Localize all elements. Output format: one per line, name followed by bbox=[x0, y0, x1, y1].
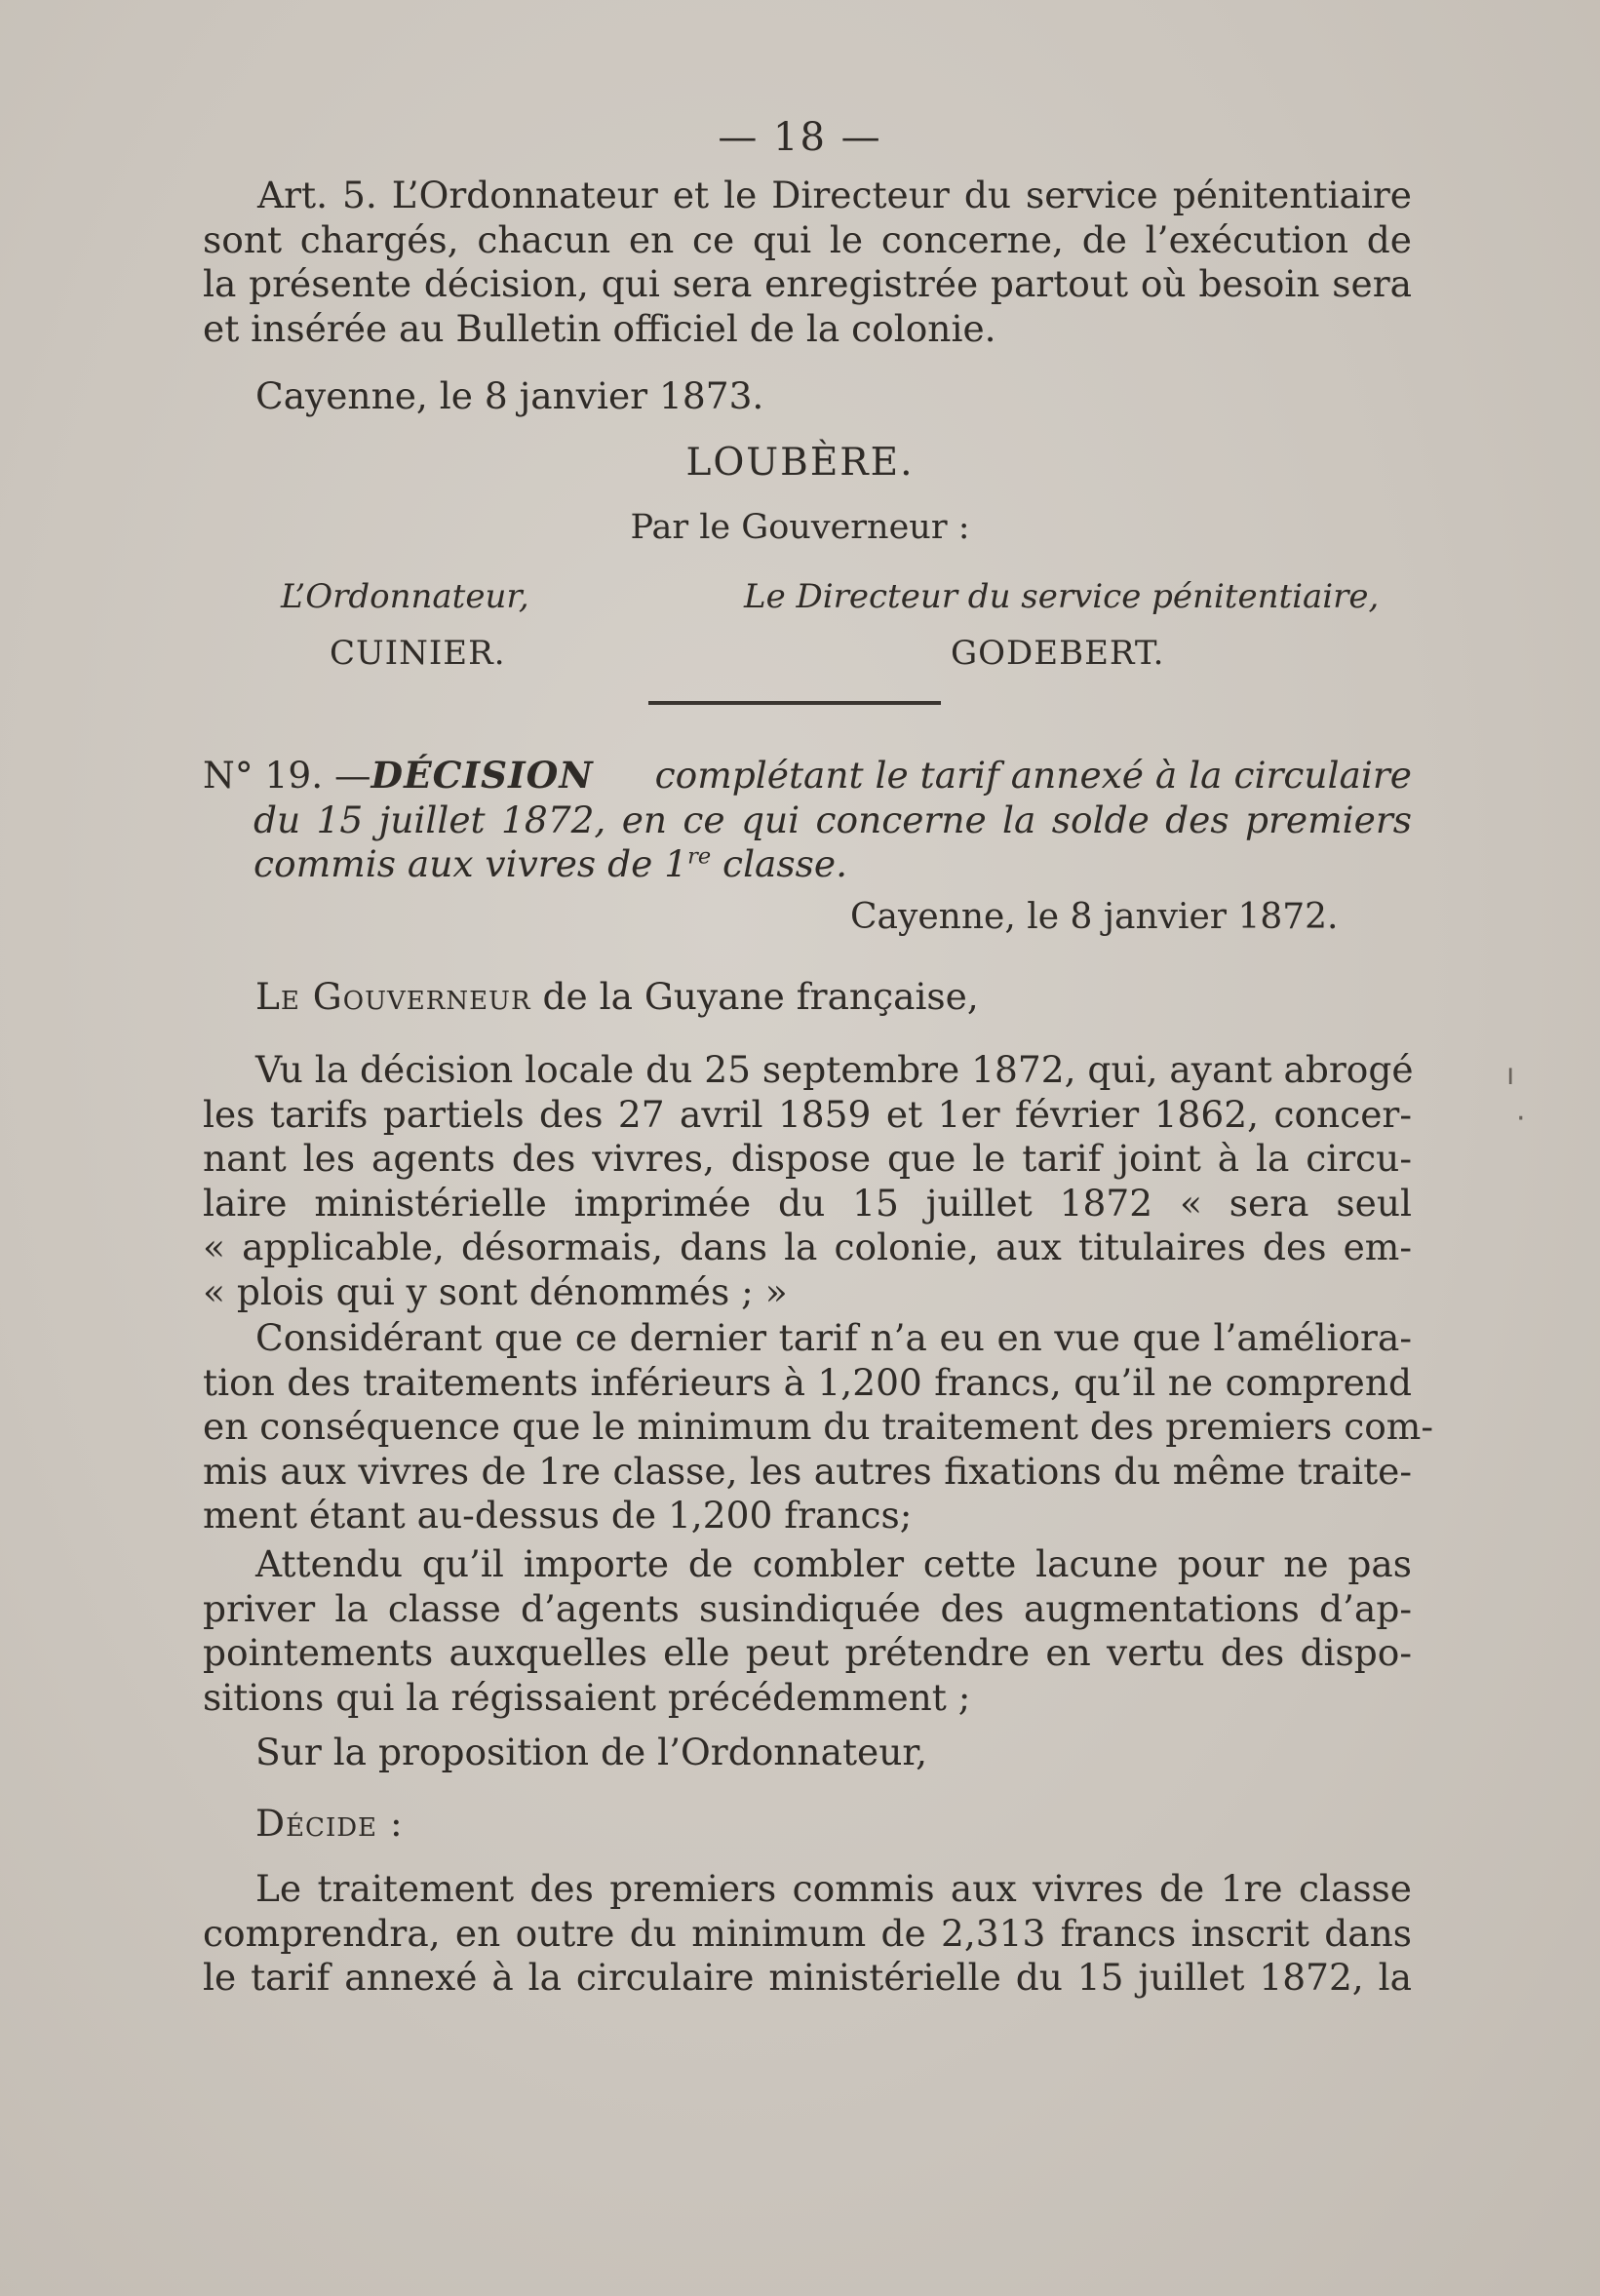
article-5 bbox=[203, 174, 1412, 351]
text-line: mis aux vivres de 1re classe, les autres fixations du même traite- bbox=[203, 1449, 1412, 1493]
decision-title-part: commis aux vivres de 1 bbox=[254, 842, 688, 885]
decision-title-line bbox=[203, 842, 1412, 887]
signature-left-title: L’Ordonnateur, bbox=[281, 577, 529, 616]
decision-title-rest: complétant le tarif annexé à la circulaire bbox=[654, 754, 1412, 797]
text-line: sitions qui la régissaient précédemment ; bbox=[203, 1675, 971, 1719]
signature-left-name: CUINIER. bbox=[330, 634, 506, 673]
decide-label: Décide : bbox=[255, 1802, 404, 1845]
par-le-gouverneur: Par le Gouverneur : bbox=[630, 508, 970, 547]
text-line: et insérée au Bulletin officiel de la colonie. bbox=[203, 306, 996, 350]
text-line: Le traitement des premiers commis aux vivres de 1re classe bbox=[255, 1867, 1412, 1910]
text-line: pointements auxquelles elle peut prétendre en vertu des dispo- bbox=[203, 1631, 1412, 1674]
decision-title-part: classe. bbox=[711, 842, 848, 885]
text-line: la présente décision, qui sera enregistrée partout où besoin sera bbox=[203, 262, 1412, 305]
final-paragraph bbox=[203, 1867, 1412, 2001]
superscript: re bbox=[687, 843, 712, 870]
text-line: laire ministérielle imprimée du 15 juillet 1872 « sera seul bbox=[203, 1181, 1412, 1225]
decision-title-line: du 15 juillet 1872, en ce qui concerne la solde des premiers bbox=[254, 798, 1412, 841]
attendu-text bbox=[203, 1542, 1412, 1720]
text-line: tion des traitements inférieurs à 1,200 francs, qu’il ne comprend bbox=[203, 1360, 1412, 1404]
decision-title-word: DÉCISION bbox=[371, 754, 594, 797]
vu-paragraph bbox=[203, 1048, 1412, 1314]
attendu-paragraph bbox=[203, 1542, 1412, 1720]
dateline: Cayenne, le 8 janvier 1873. bbox=[255, 374, 764, 417]
signatory-name: LOUBÈRE. bbox=[685, 441, 915, 485]
text-line: « plois qui y sont dénommés ; » bbox=[203, 1269, 788, 1313]
text-line: nant les agents des vivres, dispose que le tarif joint à la circu- bbox=[203, 1137, 1412, 1180]
gouverneur-line bbox=[255, 975, 979, 1018]
page-number: — 18 — bbox=[718, 115, 882, 160]
gouverneur-title: Le Gouverneur bbox=[255, 975, 531, 1018]
signature-right-name: GODEBERT. bbox=[951, 634, 1165, 673]
text-line: priver la classe d’agents susindiquée des augmentations d’ap- bbox=[203, 1586, 1412, 1630]
text-line: ment étant au-dessus de 1,200 francs; bbox=[203, 1494, 913, 1537]
text-line: Art. 5. L’Ordonnateur et le Directeur du service pénitentiaire bbox=[257, 174, 1412, 216]
text-line: sont chargés, chacun en ce qui le concerne, de l’exécution de bbox=[203, 217, 1412, 261]
margin-mark: · bbox=[1516, 1102, 1526, 1136]
decision-date: Cayenne, le 8 janvier 1872. bbox=[850, 897, 1339, 937]
text-line: Vu la décision locale du 25 septembre 1872, qui, ayant abrogé bbox=[255, 1048, 1414, 1091]
final-text bbox=[203, 1867, 1412, 2001]
proposition-line: Sur la proposition de l’Ordonnateur, bbox=[255, 1731, 928, 1773]
decision-number: N° 19. — bbox=[203, 754, 371, 797]
text-line: le tarif annexé à la circulaire ministérielle du 15 juillet 1872, la bbox=[203, 1956, 1412, 1999]
considerant-text bbox=[203, 1316, 1434, 1538]
decision-heading bbox=[203, 754, 1412, 887]
text-line: comprendra, en outre du minimum de 2,313 francs inscrit dans bbox=[203, 1911, 1412, 1955]
text-line: les tarifs partiels des 27 avril 1859 et 1er février 1862, concer- bbox=[203, 1092, 1412, 1136]
vu-text bbox=[203, 1048, 1412, 1314]
signature-right-title: Le Directeur du service pénitentiaire, bbox=[744, 577, 1380, 616]
article-5-text bbox=[203, 174, 1412, 351]
gouverneur-rest: de la Guyane française, bbox=[530, 975, 979, 1018]
section-divider bbox=[648, 701, 941, 705]
text-line: « applicable, désormais, dans la colonie, aux titulaires des em- bbox=[203, 1226, 1412, 1268]
text-line: Attendu qu’il importe de combler cette lacune pour ne pas bbox=[255, 1542, 1412, 1585]
decision-title-line bbox=[203, 754, 1412, 798]
margin-mark: ı bbox=[1506, 1058, 1515, 1092]
considerant-paragraph bbox=[203, 1316, 1434, 1538]
text-line: Considérant que ce dernier tarif n’a eu en vue que l’améliora- bbox=[255, 1316, 1412, 1359]
text-line: en conséquence que le minimum du traitement des premiers com- bbox=[203, 1405, 1434, 1448]
